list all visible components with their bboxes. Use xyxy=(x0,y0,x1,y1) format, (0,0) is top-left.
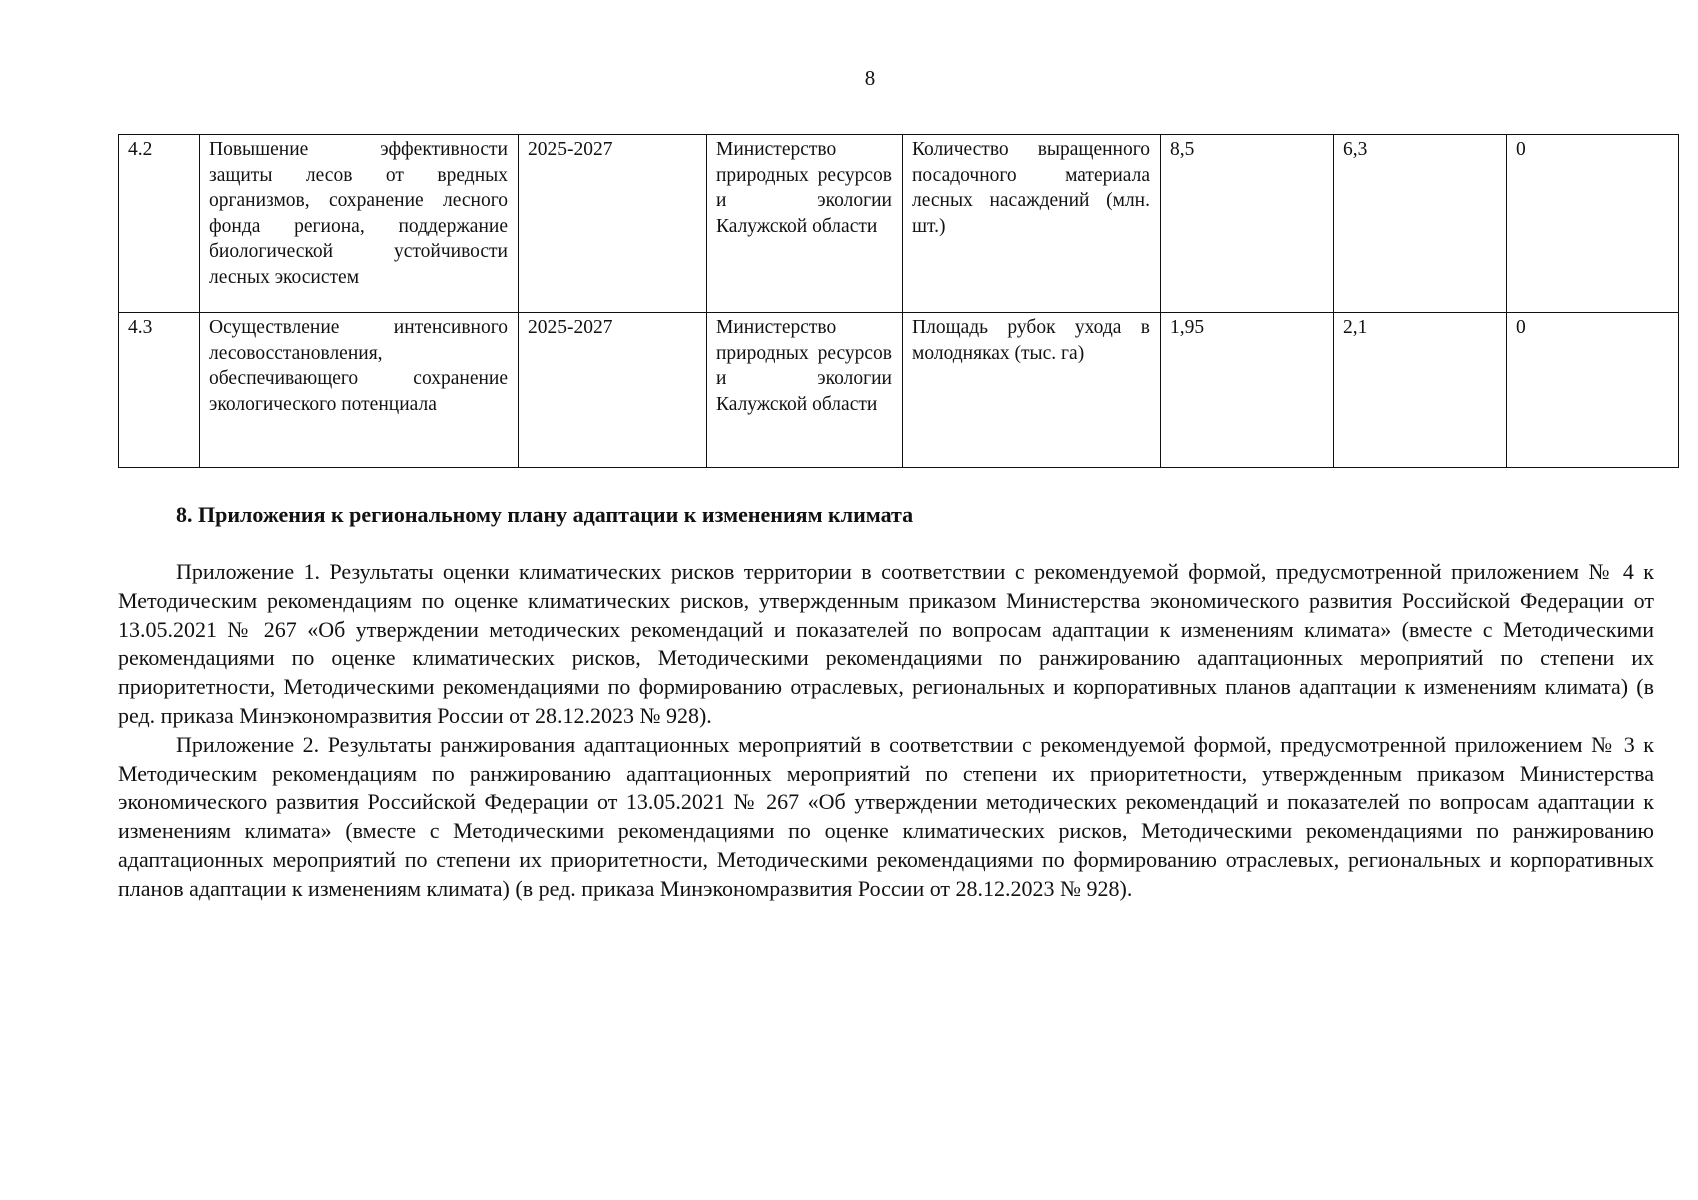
section-body xyxy=(118,558,1654,904)
responsible-cell: Министерство природных ресурсов и экологии Калужской области xyxy=(707,135,903,313)
table-row xyxy=(119,313,1679,468)
measure-cell: Повышение эффективности защиты лесов от вредных организмов, сохранение лесного фонда региона, поддержание биологической устойчивости лесных экосистем xyxy=(200,135,519,313)
adaptation-measures-table xyxy=(118,134,1679,468)
period-cell: 2025-2027 xyxy=(519,135,707,313)
value-cell: 0 xyxy=(1507,313,1679,468)
value-cell: 2,1 xyxy=(1334,313,1507,468)
value-cell: 8,5 xyxy=(1161,135,1334,313)
row-number-cell: 4.3 xyxy=(119,313,200,468)
appendix-1-paragraph: Приложение 1. Результаты оценки климатических рисков территории в соответствии с рекомендуемой формой, предусмотренной приложением № 4 к Методическим рекомендациям по оценке климатических рисков, утвержденным приказом Министерства экономического развития Российской Федерации от 13.05.2021 № 267 «Об утверждении методических рекомендаций и показателей по вопросам адаптации к изменениям климата» (вместе с Методическими рекомендациями по оценке климатических рисков, Методическими рекомендациями по ранжированию адаптационных мероприятий по степени их приоритетности, Методическими рекомендациями по формированию отраслевых, региональных и корпоративных планов адаптации к изменениям климата) (в ред. приказа Минэкономразвития России от 28.12.2023 № 928). xyxy=(118,559,1654,728)
responsible-cell: Министерство природных ресурсов и экологии Калужской области xyxy=(707,313,903,468)
page-number: 8 xyxy=(864,66,876,90)
value-cell: 0 xyxy=(1507,135,1679,313)
appendix-2-paragraph: Приложение 2. Результаты ранжирования адаптационных мероприятий в соответствии с рекомендуемой формой, предусмотренной приложением № 3 к Методическим рекомендациям по ранжированию адаптационных мероприятий по степени их приоритетности, утвержденным приказом Министерства экономического развития Российской Федерации от 13.05.2021 № 267 «Об утверждении методических рекомендаций и показателей по вопросам адаптации к изменениям климата» (вместе с Методическими рекомендациями по оценке климатических рисков, Методическими рекомендациями по ранжированию адаптационных мероприятий по степени их приоритетности, Методическими рекомендациями по формированию отраслевых, региональных и корпоративных планов адаптации к изменениям климата) (в ред. приказа Минэкономразвития России от 28.12.2023 № 928). xyxy=(118,731,1654,901)
measure-cell: Осуществление интенсивного лесовосстановления, обеспечивающего сохранение экологического потенциала xyxy=(200,313,519,468)
table-row xyxy=(119,135,1679,313)
indicator-cell: Количество выращенного посадочного материала лесных насаждений (млн. шт.) xyxy=(903,135,1161,313)
indicator-cell: Площадь рубок ухода в молодняках (тыс. га) xyxy=(903,313,1161,468)
period-cell: 2025-2027 xyxy=(519,313,707,468)
section-heading: 8. Приложения к региональному плану адаптации к изменениям климата xyxy=(176,502,914,527)
value-cell: 1,95 xyxy=(1161,313,1334,468)
value-cell: 6,3 xyxy=(1334,135,1507,313)
row-number-cell: 4.2 xyxy=(119,135,200,313)
